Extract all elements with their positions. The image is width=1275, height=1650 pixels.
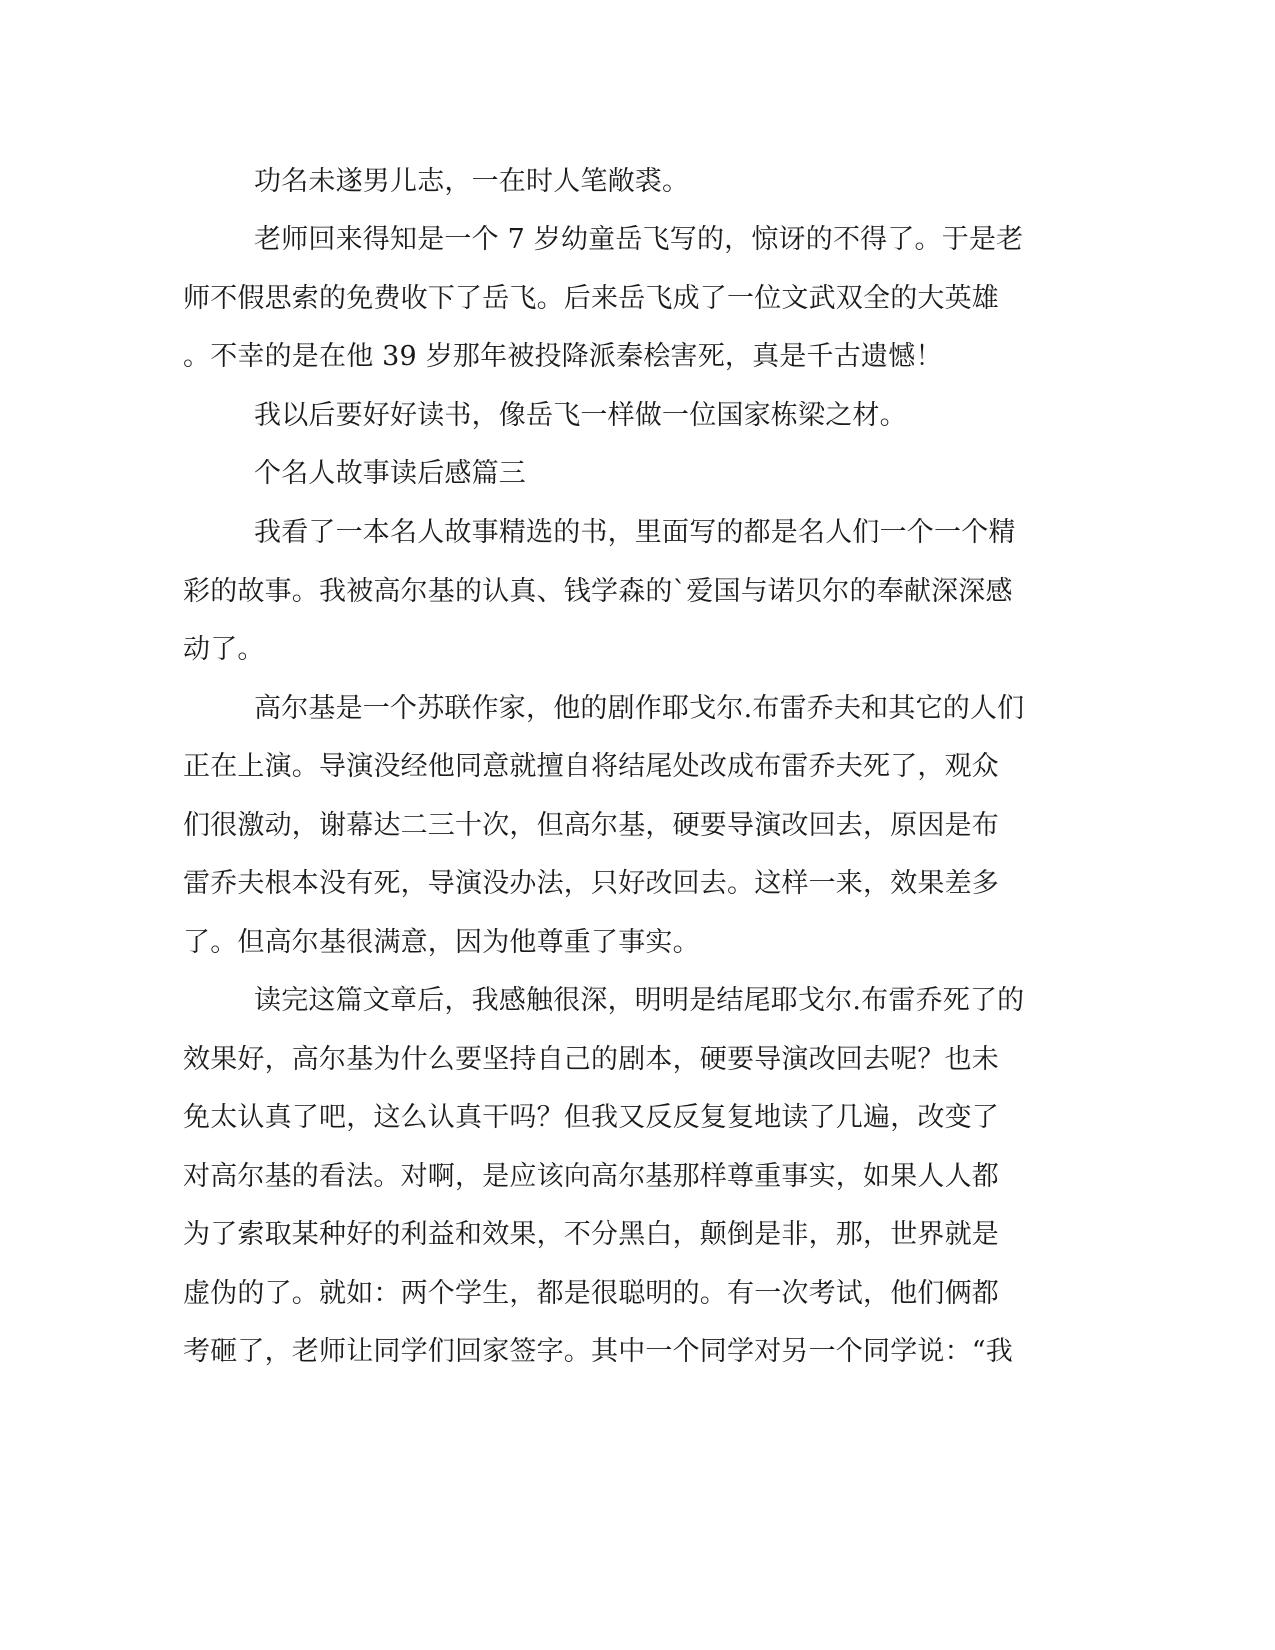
section-heading: 个名人故事读后感篇三: [254, 458, 526, 489]
text-line: 雷乔夫根本没有死，导演没办法，只好改回去。这样一来，效果差多: [183, 868, 999, 899]
text-line: 免太认真了吧，这么认真干吗？但我又反反复复地读了几遍，改变了: [183, 1102, 999, 1133]
text-line: 高尔基是一个苏联作家，他的剧作耶戈尔.布雷乔夫和其它的人们: [254, 693, 1025, 724]
text-line: 功名未遂男儿志，一在时人笔敞裘。: [254, 166, 690, 197]
text-line: 效果好，高尔基为什么要坚持自己的剧本，硬要导演改回去呢？也未: [183, 1044, 999, 1075]
text-line: 我看了一本名人故事精选的书，里面写的都是名人们一个一个精: [254, 517, 1016, 548]
text-line: 。不幸的是在他 39 岁那年被投降派秦桧害死，真是千古遗憾！: [183, 341, 943, 372]
text-line: 了。但高尔基很满意，因为他尊重了事实。: [183, 927, 700, 958]
text-line: 彩的故事。我被高尔基的认真、钱学森的`爱国与诺贝尔的奉献深深感: [183, 576, 1013, 607]
text-line: 老师回来得知是一个 7 岁幼童岳飞写的，惊讶的不得了。于是老: [254, 224, 1024, 255]
text-line: 为了索取某种好的利益和效果，不分黑白，颠倒是非，那，世界就是: [183, 1219, 999, 1250]
text-line: 动了。: [183, 634, 265, 665]
text-line: 师不假思索的免费收下了岳飞。后来岳飞成了一位文武双全的大英雄: [183, 283, 999, 314]
text-line: 我以后要好好读书，像岳飞一样做一位国家栋梁之材。: [254, 400, 907, 431]
text-line: 考砸了，老师让同学们回家签字。其中一个同学对另一个同学说：“我: [183, 1336, 1014, 1367]
text-line: 正在上演。导演没经他同意就擅自将结尾处改成布雷乔夫死了，观众: [183, 751, 999, 782]
text-line: 们很激动，谢幕达二三十次，但高尔基，硬要导演改回去，原因是布: [183, 810, 999, 841]
text-line: 虚伪的了。就如：两个学生，都是很聪明的。有一次考试，他们俩都: [183, 1278, 999, 1309]
text-line: 读完这篇文章后，我感触很深，明明是结尾耶戈尔.布雷乔死了的: [254, 985, 1025, 1016]
text-line: 对高尔基的看法。对啊，是应该向高尔基那样尊重事实，如果人人都: [183, 1161, 999, 1192]
